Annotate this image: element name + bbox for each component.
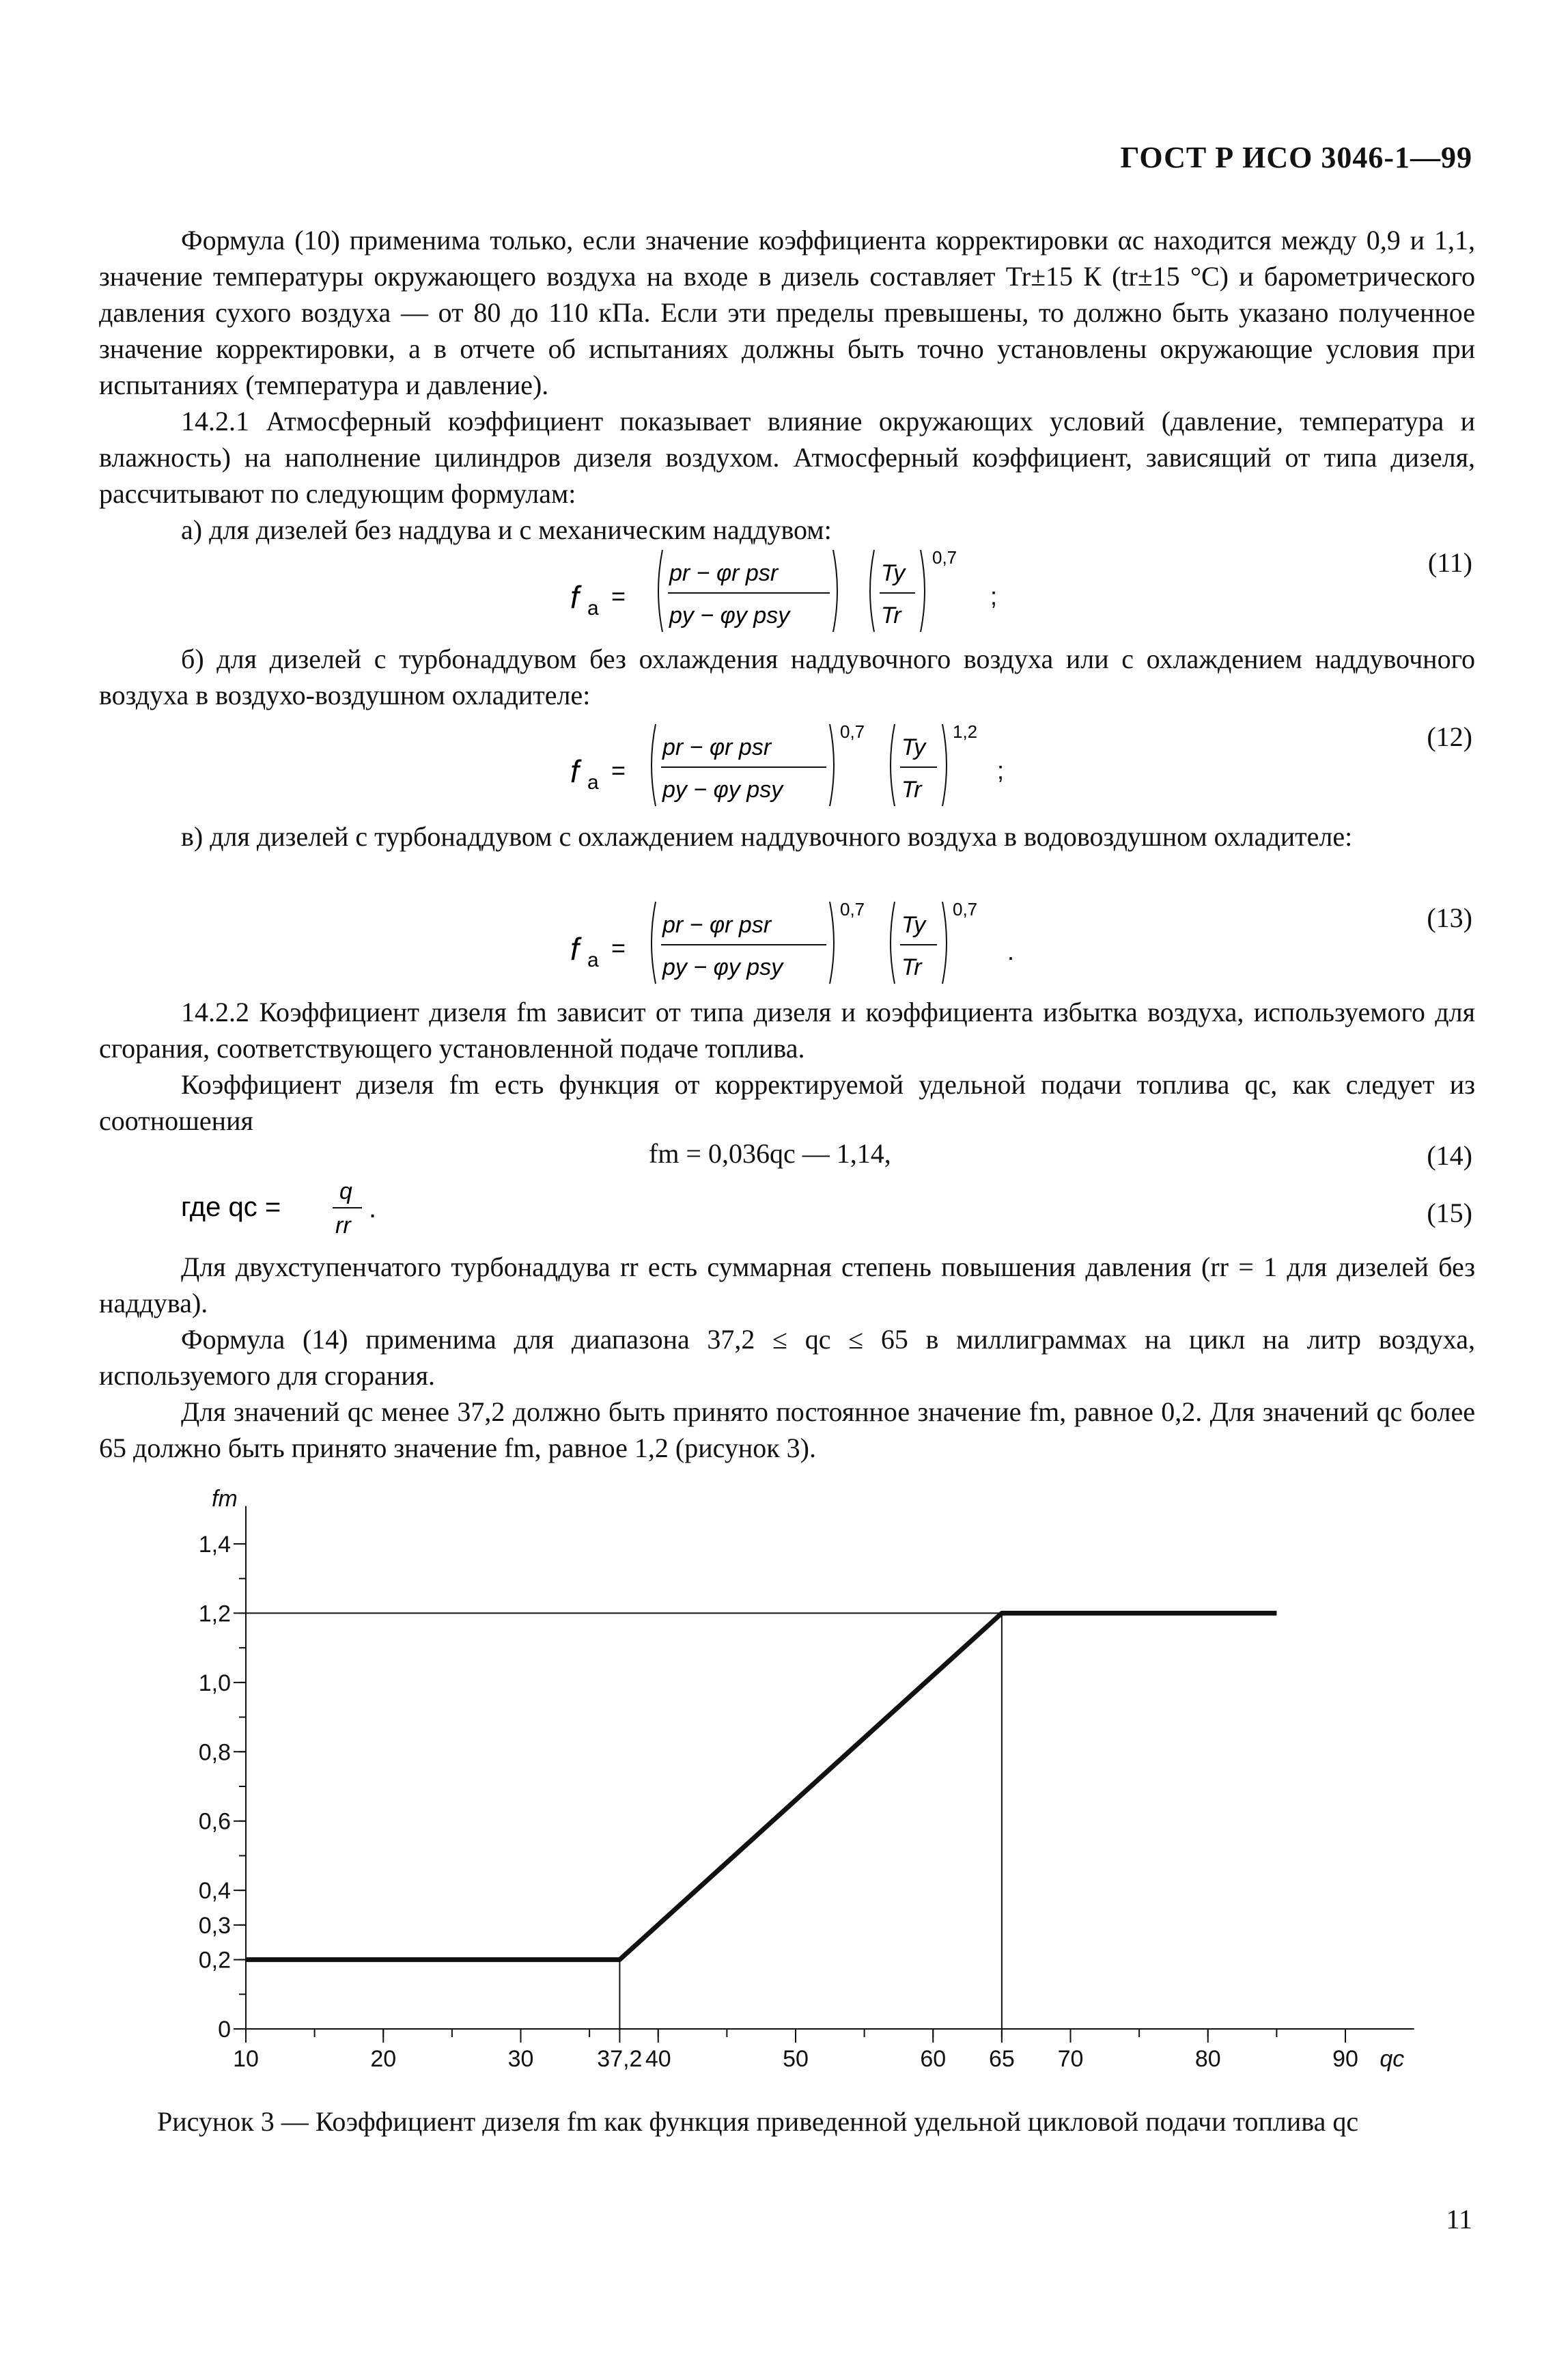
f13-tden: Tr — [901, 954, 922, 980]
x-tick-label: 70 — [1057, 2046, 1084, 2072]
f12-lhs: f — [570, 754, 579, 789]
f12-exp1: 0,7 — [840, 721, 865, 742]
f11-lhs-sub: a — [587, 597, 599, 620]
eq-label-13: (13) — [1427, 902, 1472, 933]
f11-den: py − φy psy — [669, 603, 790, 628]
equation-14: fm = 0,036qc — 1,14, — [649, 1138, 891, 1169]
page-number: 11 — [1446, 2204, 1472, 2235]
f12-num: pr − φr psr — [662, 734, 772, 760]
formula-11-graphic — [560, 540, 1106, 642]
eq15-den: rr — [335, 1213, 351, 1239]
x-tick-label: 10 — [233, 2046, 259, 2072]
equation-15-graphic — [181, 1175, 400, 1243]
x-tick-label: 65 — [988, 2046, 1015, 2072]
figure-3-chart — [164, 1462, 1461, 2077]
svg-text:=: = — [611, 582, 626, 610]
paragraph-fm-function: Коэффициент дизеля fm есть функция от корректируемой удельной подачи топлива qc, как следует из соотношения — [99, 1069, 1475, 1136]
svg-text:=: = — [611, 756, 626, 784]
f13-lhs-sub: a — [587, 949, 599, 971]
equation-15 — [181, 1175, 400, 1250]
document-header: ГОСТ Р ИСО 3046-1—99 — [1120, 141, 1472, 174]
f13-end: . — [1007, 937, 1015, 965]
svg-text:=: = — [611, 934, 626, 962]
f11-num: pr − φr psr — [669, 560, 779, 586]
f12-end: ; — [997, 756, 1005, 784]
y-tick-label: 0,3 — [198, 1912, 231, 1939]
y-axis-label: fm — [212, 1486, 238, 1512]
figure-caption: Рисунок 3 — Коэффициент дизеля fm как функция приведенной удельной цикловой подачи топлива qc — [157, 2106, 1359, 2137]
eq-label-12: (12) — [1427, 721, 1472, 752]
f12-lhs-sub: a — [587, 771, 599, 794]
eq-label-14: (14) — [1427, 1140, 1472, 1171]
f13-exp2: 0,7 — [953, 899, 978, 920]
formula-12-graphic — [560, 714, 1106, 816]
y-tick-label: 1,0 — [198, 1670, 231, 1696]
formula-13-graphic — [560, 891, 1106, 994]
f13-num: pr − φr psr — [662, 912, 772, 938]
x-axis-label: qc — [1380, 2046, 1405, 2072]
item-b: б) для дизелей с турбонаддувом без охлаждения наддувочного воздуха или с охлаждением наддувочного воздуха в воздухо-воздушном охладителе: — [99, 644, 1475, 710]
f12-tden: Tr — [901, 777, 922, 803]
f11-tnum: Ty — [881, 560, 906, 586]
y-tick-label: 0,6 — [198, 1808, 231, 1835]
x-tick-label: 30 — [507, 2046, 534, 2072]
y-tick-label: 0,4 — [198, 1878, 231, 1905]
f11-tden: Tr — [881, 603, 901, 628]
eq15-num: q — [339, 1178, 352, 1204]
item-a: а) для дизелей без наддува и с механическим наддувом: — [181, 514, 832, 545]
y-tick-label: 0 — [218, 2017, 231, 2043]
eq15-end: . — [369, 1193, 377, 1223]
series-line-fm — [246, 1613, 1276, 1959]
f13-lhs: f — [570, 931, 579, 967]
paragraph-limits: Для значений qc менее 37,2 должно быть принято постоянное значение fm, равное 0,2. Для значений qc более 65 должно быть принято значение fm, равное 1,2 (рисунок 3). — [99, 1396, 1475, 1463]
y-tick-label: 1,4 — [198, 1532, 231, 1558]
paragraph-14-2-2: 14.2.2 Коэффициент дизеля fm зависит от типа дизеля и коэффициента избытка воздуха, используемого для сгорания, соответствующего установленной подаче топлива. — [99, 997, 1475, 1064]
intro-block — [99, 222, 1475, 548]
x-tick-label: 60 — [920, 2046, 947, 2072]
y-tick-label: 1,2 — [198, 1601, 231, 1627]
x-tick-label: 90 — [1332, 2046, 1358, 2072]
x-tick-label: 37,2 — [597, 2046, 643, 2072]
f13-exp1: 0,7 — [840, 899, 865, 920]
y-tick-label: 0,8 — [198, 1739, 231, 1766]
paragraph-14-2-1: 14.2.1 Атмосферный коэффициент показывает влияние окружающих условий (давление, температура и влажность) на наполнение цилиндров дизеля воздухом. Атмосферный коэффициент, зависящий от типа дизеля, рассчитывают по следующим формулам: — [99, 406, 1475, 509]
notes-block — [99, 1249, 1475, 1466]
section-14-2-2 — [99, 994, 1475, 1139]
item-c-block — [99, 818, 1475, 855]
x-tick-label: 80 — [1194, 2046, 1221, 2072]
y-tick-label: 0,2 — [198, 1947, 231, 1974]
paragraph-two-stage: Для двухступенчатого турбонаддува rr есть суммарная степень повышения давления (rr = 1 для дизелей без наддува). — [99, 1252, 1475, 1318]
eq-label-15: (15) — [1427, 1198, 1472, 1228]
f11-lhs: f — [570, 579, 579, 615]
paragraph-range: Формула (14) применима для диапазона 37,2 ≤ qc ≤ 65 в миллиграммах на цикл на литр воздуха, используемого для сгорания. — [99, 1324, 1475, 1391]
paragraph-formula10: Формула (10) применима только, если значение коэффициента корректировки αc находится между 0,9 и 1,1, значение температуры окружающего воздуха на входе в дизель составляет Tr±15 К (tr±15 °С) и барометрического давления сухого воздуха — от 80 до 110 кПа. Если эти пределы превышены, то должно быть указано полученное значение корректировки, а в отчете об испытаниях должны быть точно установлены окружающие условия при испытаниях (температура и давление). — [99, 225, 1475, 400]
f13-den: py − φy psy — [662, 954, 783, 980]
eq-label-11: (11) — [1427, 547, 1472, 578]
f12-den: py − φy psy — [662, 777, 783, 803]
eq15-prefix: где qc = — [181, 1192, 281, 1222]
formula-11 — [560, 540, 1106, 649]
f12-tnum: Ty — [901, 734, 926, 760]
x-tick-label: 50 — [783, 2046, 809, 2072]
formula-12 — [560, 714, 1106, 823]
f11-end: ; — [990, 582, 998, 610]
x-tick-label: 20 — [370, 2046, 397, 2072]
f12-exp2: 1,2 — [953, 721, 978, 742]
item-b-block — [99, 641, 1475, 713]
item-c: в) для дизелей с турбонаддувом с охлаждением наддувочного воздуха в водовоздушном охладителе: — [181, 821, 1353, 852]
f11-exp2: 0,7 — [932, 547, 957, 568]
f13-tnum: Ty — [901, 912, 926, 938]
x-tick-label: 40 — [645, 2046, 671, 2072]
formula-13 — [560, 891, 1106, 1001]
